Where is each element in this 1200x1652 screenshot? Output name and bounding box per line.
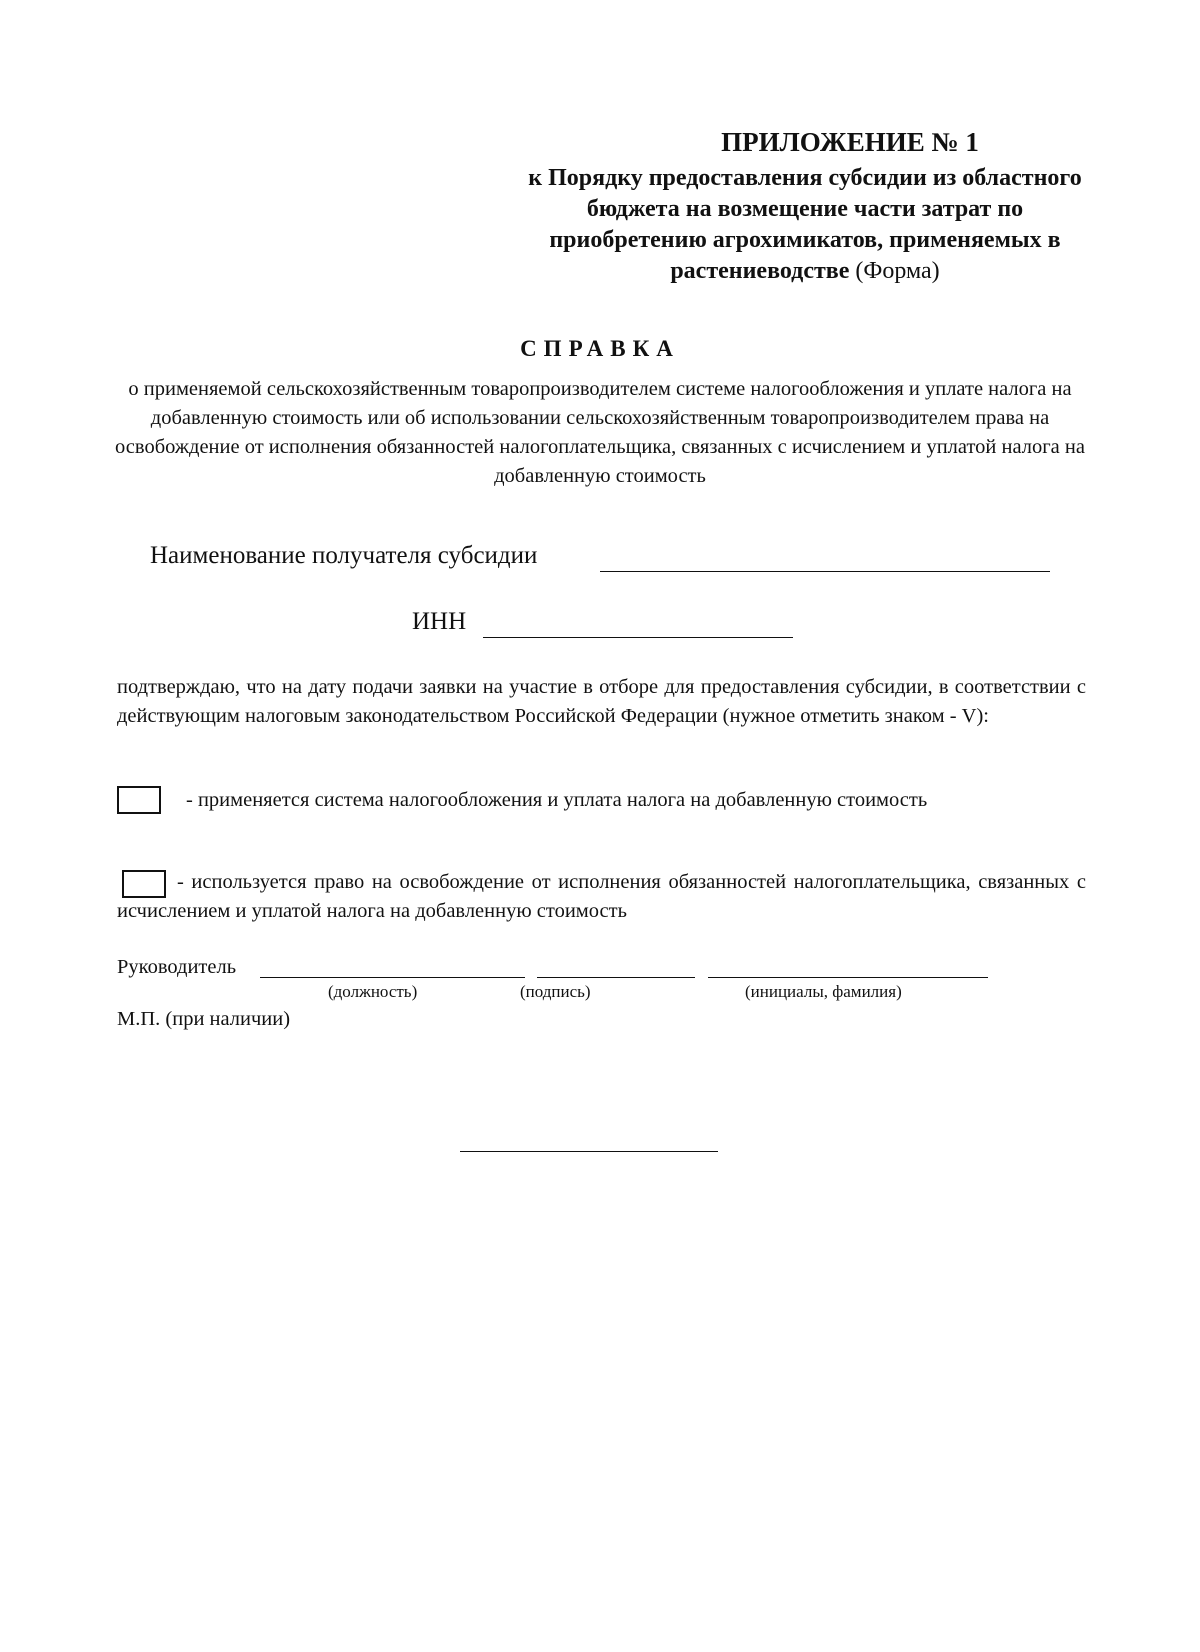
name-line[interactable]: [708, 977, 988, 978]
signature-label: Руководитель: [117, 956, 237, 978]
option-1-text: - применяется система налогообложения и уплата налога на добавленную стоимость: [186, 789, 928, 811]
position-caption: (должность): [328, 982, 418, 1001]
appendix-subtitle: [520, 163, 1090, 287]
name-caption: (инициалы, фамилия): [745, 982, 902, 1001]
closing-separator: [460, 1151, 718, 1152]
option-2: [117, 868, 1086, 926]
position-line[interactable]: [260, 977, 525, 978]
inn-input-line[interactable]: [483, 637, 793, 638]
sign-caption: (подпись): [520, 982, 591, 1001]
sign-line[interactable]: [537, 977, 695, 978]
option-2-text: - используется право на освобождение от исполнения обязанностей налогоплательщика, связанных с исчислением и уплатой налога на добавленную стоимость: [117, 871, 1086, 922]
appendix-subtitle-text: к Порядку предоставления субсидии из областного бюджета на возмещение части затрат по приобретению агрохимикатов, применяемых в растениеводстве: [528, 165, 1082, 284]
recipient-label: Наименование получателя субсидии: [150, 542, 538, 569]
inn-label: ИНН: [412, 608, 467, 635]
confirmation-text: подтверждаю, что на дату подачи заявки на участие в отборе для предоставления субсидии, в соответствии с действующим налоговым законодательством Российской Федерации (нужное отметить знаком - V):: [117, 676, 1086, 727]
appendix-title: ПРИЛОЖЕНИЕ № 1: [721, 127, 979, 157]
option-1-checkbox[interactable]: [117, 786, 161, 814]
stamp-label: М.П. (при наличии): [117, 1008, 291, 1030]
document-subtitle: о применяемой сельскохозяйственным товаропроизводителем системе налогообложения и уплате налога на добавленную стоимость или об использовании сельскохозяйственным товаропроизводителем права на освобождение от исполнения обязанностей налогоплательщика, связанных с исчислением и уплатой налога на добавленную стоимость: [115, 378, 1085, 487]
recipient-input-line[interactable]: [600, 571, 1050, 572]
form-note: (Форма): [855, 258, 940, 284]
document-title: СПРАВКА: [520, 336, 680, 361]
